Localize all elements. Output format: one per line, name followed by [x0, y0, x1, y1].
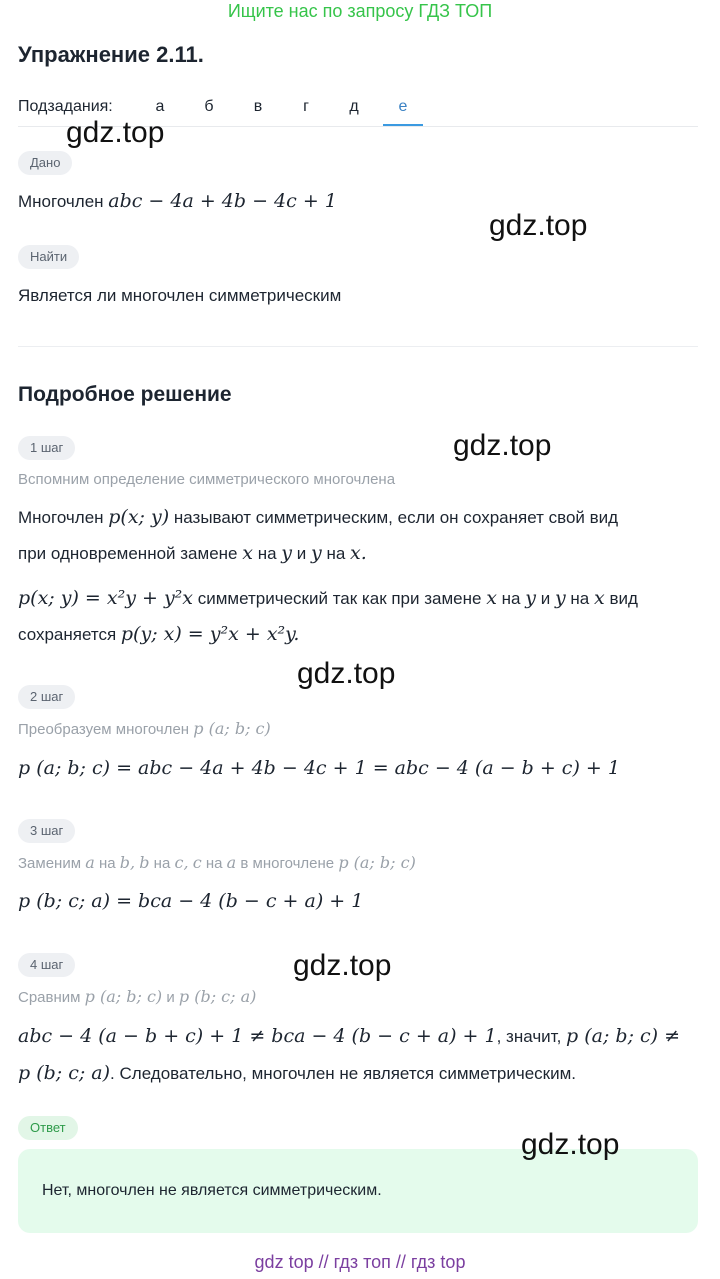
- tab-b[interactable]: б: [204, 98, 214, 115]
- step3-formula: p (b; c; a) = bca − 4 (b − c + a) + 1: [18, 890, 364, 912]
- answer-text: Нет, многочлен не является симметрическим.: [42, 1182, 382, 1199]
- watermark: gdz.top: [297, 657, 396, 690]
- tab-a[interactable]: а: [155, 98, 165, 115]
- step2-formula: p (a; b; c) = abc − 4a + 4b − 4c + 1 = abc − 4 (a − b + c) + 1: [18, 757, 620, 779]
- find-chip: Найти: [18, 245, 79, 269]
- step1-line4: сохраняется p(y; x) = y²x + x²y.: [18, 623, 300, 645]
- step4-line1: abc − 4 (a − b + c) + 1 ≠ bca − 4 (b − c + a) + 1, значит, p (a; b; c) ≠: [18, 1025, 681, 1047]
- answer-chip: Ответ: [18, 1116, 78, 1140]
- step4-line2: p (b; c; a). Следовательно, многочлен не является симметрическим.: [18, 1062, 577, 1084]
- watermark: gdz.top: [66, 116, 165, 149]
- footer-links[interactable]: gdz top // гдз топ // гдз top: [254, 1252, 466, 1272]
- section-divider: [18, 346, 698, 347]
- solution-title: Подробное решение: [18, 383, 232, 406]
- given-chip: Дано: [18, 151, 72, 175]
- step4-caption: Сравним p (a; b; c) и p (b; c; a): [18, 987, 257, 1006]
- tab-d[interactable]: д: [349, 98, 359, 115]
- step1-line1: Многочлен p(x; y) называют симметрическим, если он сохраняет свой вид: [18, 506, 619, 528]
- step1-caption: Вспомним определение симметрического многочлена: [18, 471, 396, 488]
- step1-line2: при одновременной замене x на y и y на x.: [18, 542, 367, 564]
- subtasks-label: Подзадания:: [18, 98, 113, 115]
- watermark: gdz.top: [521, 1128, 620, 1161]
- step3-caption: Заменим a на b, b на c, c на a в многочлене p (a; b; c): [18, 853, 416, 872]
- tab-v[interactable]: в: [253, 98, 263, 115]
- step4-chip: 4 шаг: [18, 953, 75, 977]
- page-title: Упражнение 2.11.: [18, 42, 204, 67]
- promo-banner: Ищите нас по запросу ГДЗ ТОП: [227, 1, 493, 21]
- step2-caption: Преобразуем многочлен p (a; b; c): [18, 719, 271, 738]
- step1-line3: p(x; y) = x²y + y²x симметрический так как при замене x на y и y на x вид: [18, 587, 638, 609]
- tab-e[interactable]: е: [398, 98, 408, 115]
- watermark: gdz.top: [489, 209, 588, 242]
- step3-chip: 3 шаг: [18, 819, 75, 843]
- tab-g[interactable]: г: [303, 98, 309, 115]
- active-tab-indicator: [383, 124, 423, 126]
- watermark: gdz.top: [293, 949, 392, 982]
- given-text: Многочлен abc − 4a + 4b − 4c + 1: [18, 190, 337, 212]
- find-text: Является ли многочлен симметрическим: [18, 286, 342, 305]
- step1-chip: 1 шаг: [18, 436, 75, 460]
- step2-chip: 2 шаг: [18, 685, 75, 709]
- given-math: abc − 4a + 4b − 4c + 1: [108, 190, 337, 212]
- watermark: gdz.top: [453, 429, 552, 462]
